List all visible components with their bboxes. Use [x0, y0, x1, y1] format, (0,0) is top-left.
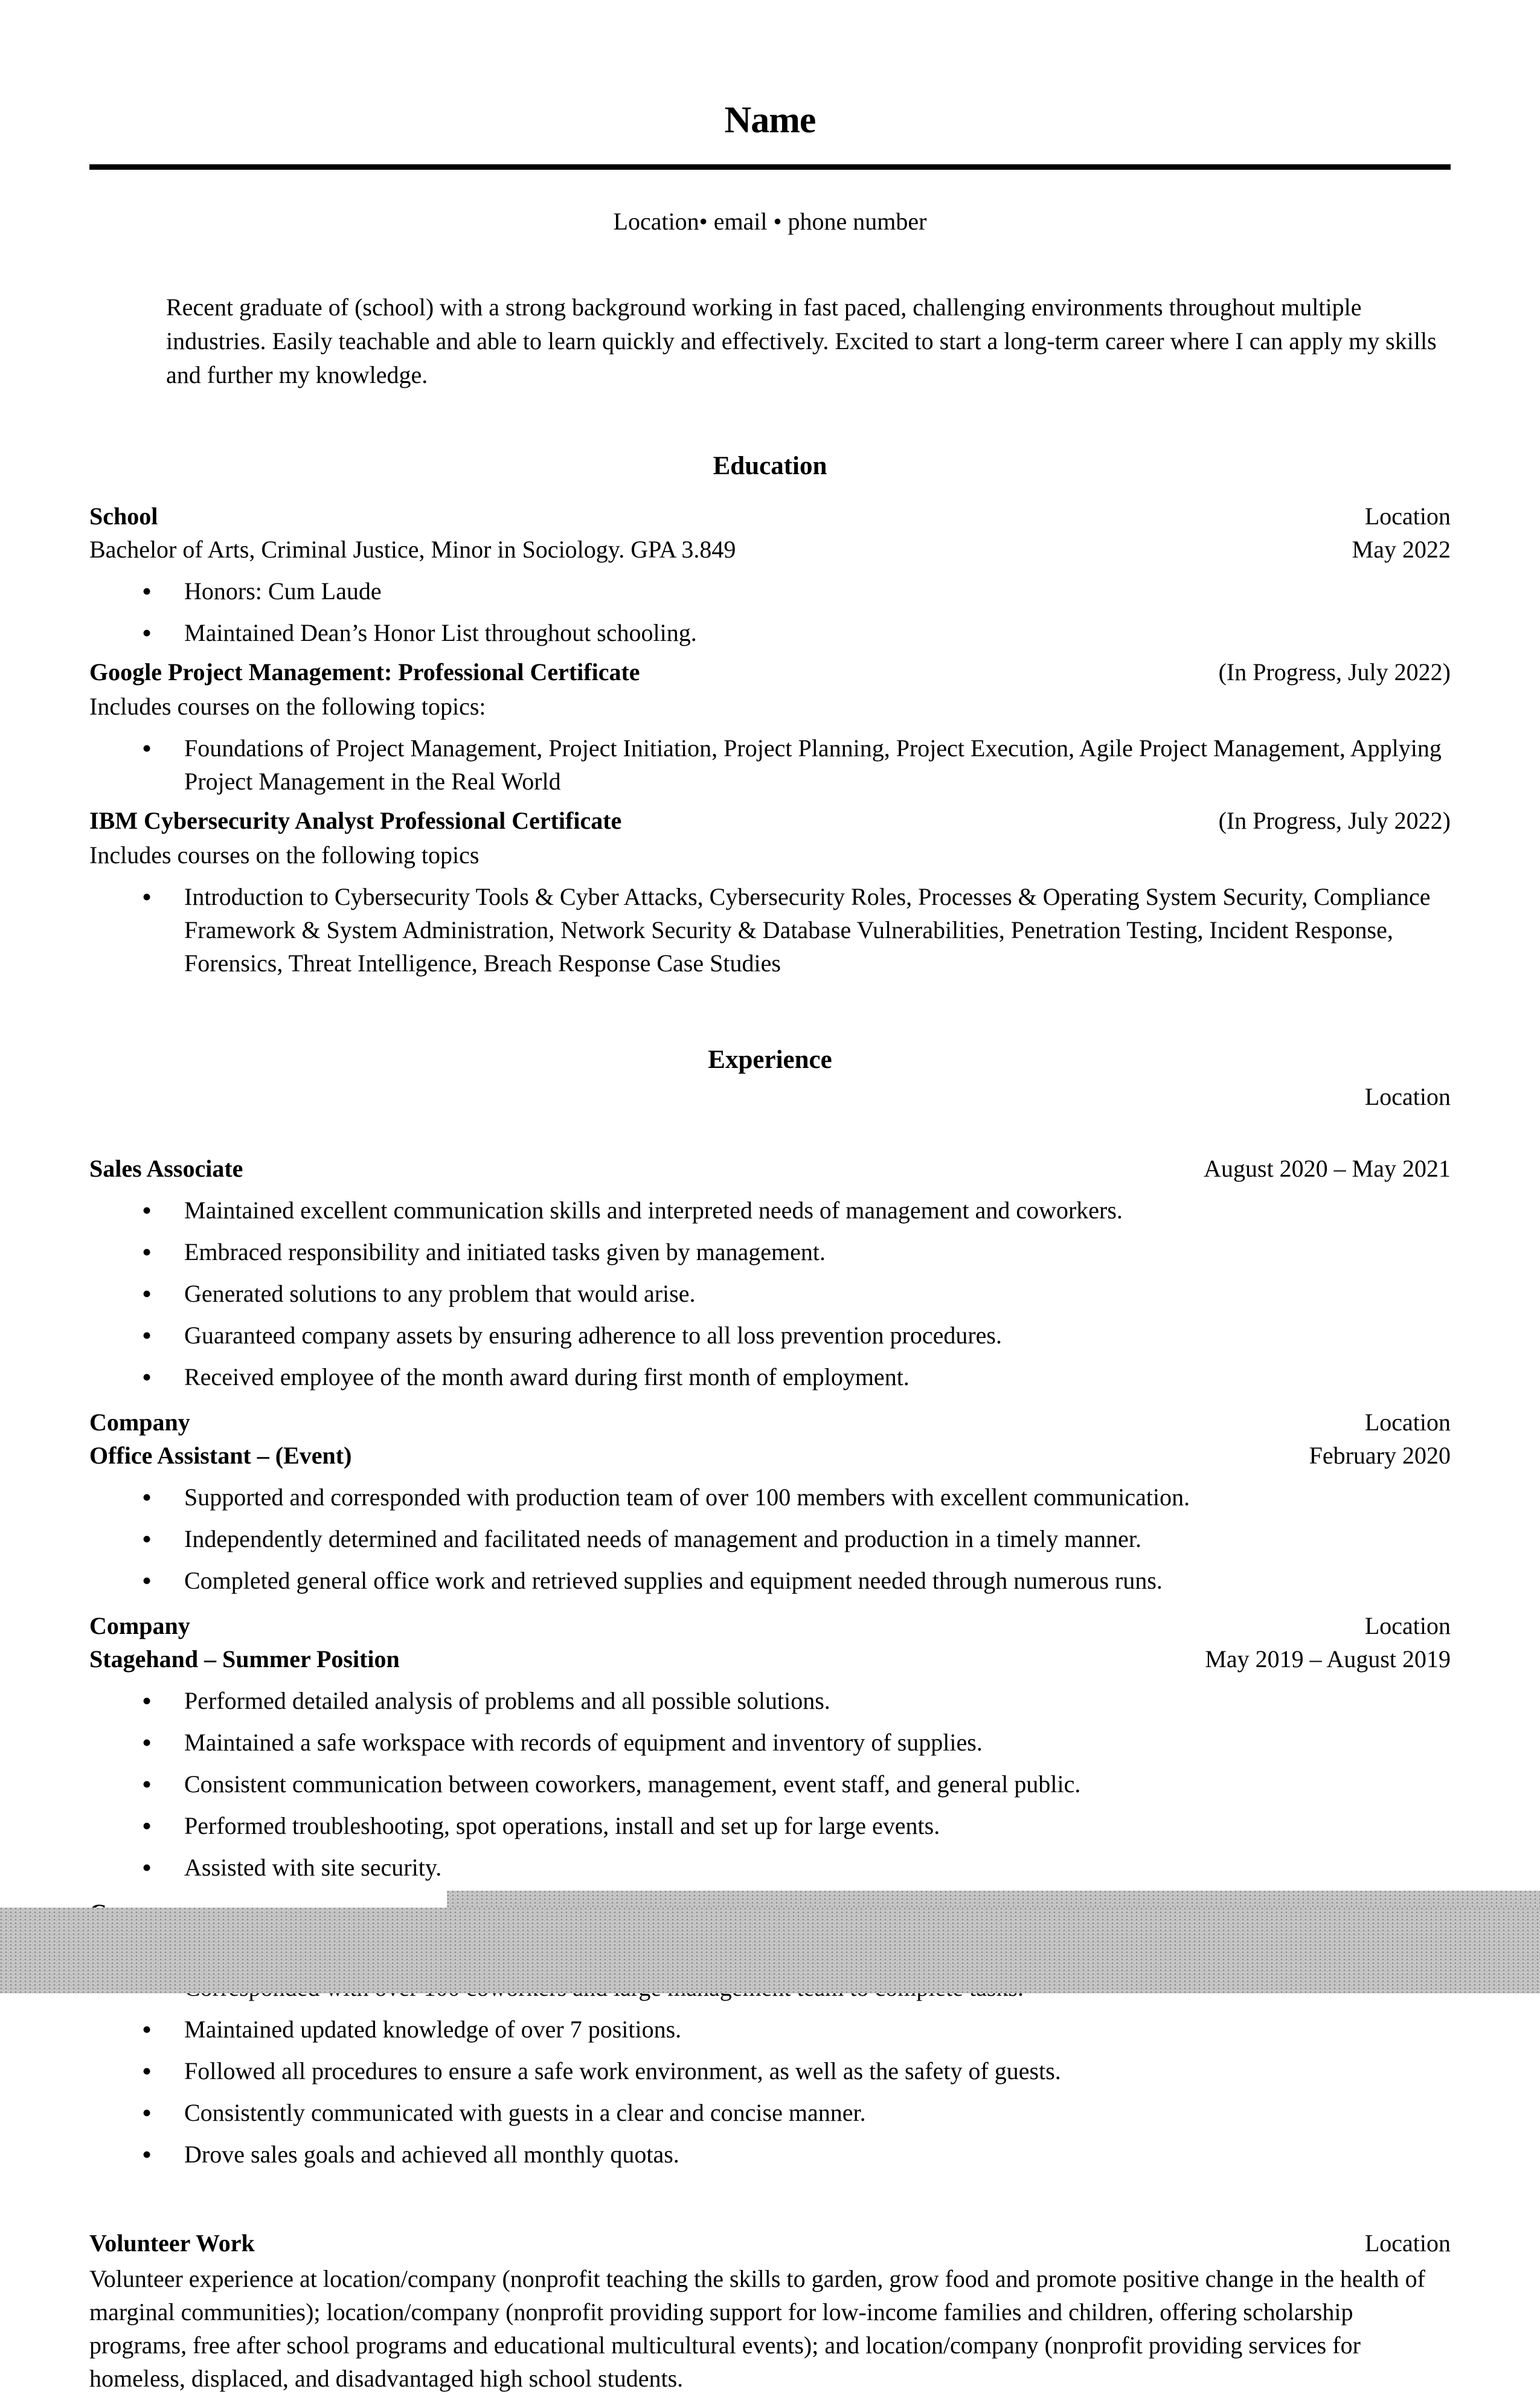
cert-date: (In Progress, July 2022)	[1218, 658, 1451, 686]
cert-subtitle: Includes courses on the following topics	[89, 841, 480, 869]
list-item: • Generated solutions to any problem that would arise.	[89, 1277, 1451, 1310]
list-item: • Independently determined and facilitated needs of management and production in a timely manner.	[89, 1522, 1451, 1555]
summary-paragraph: Recent graduate of (school) with a strong background working in fast paced, challenging environments throughout multiple industries. Easily teachable and able to learn quickly and effectively. Excited to start a long-term career where I can apply my skills and further my knowledge.	[166, 294, 1437, 388]
list-item: • Drove sales goals and achieved all monthly quotas.	[89, 2138, 1451, 2171]
experience-location: Location	[1364, 1083, 1451, 1110]
cert-title: IBM Cybersecurity Analyst Professional Certificate	[89, 807, 622, 834]
company-location: Location	[1364, 1612, 1451, 1639]
list-item: • Consistent communication between coworkers, management, event staff, and general public.	[89, 1767, 1451, 1801]
volunteer-heading: Volunteer Work	[89, 2229, 255, 2257]
education-heading: Education	[713, 452, 827, 480]
volunteer-heading-row	[89, 2226, 1451, 2260]
company-location: Location	[1364, 1409, 1451, 1436]
education-school-row	[89, 500, 1451, 533]
header-divider	[89, 164, 1451, 170]
job-title-row	[89, 1439, 1451, 1472]
list-item: • Introduction to Cybersecurity Tools & Cyber Attacks, Cybersecurity Roles, Processes & Operating System Security, Compliance Framework & System Administration, Network Security & Database Vulnerabilities, Penetration Testing, Incident Response, Forensics, Threat Intelligence, Breach Response Case Studies	[89, 880, 1451, 980]
cert-title-row	[89, 804, 1451, 837]
list-item: • Foundations of Project Management, Project Initiation, Project Planning, Project Execution, Agile Project Management, Applying Project Management in the Real World	[89, 731, 1451, 798]
list-item: • Maintained updated knowledge of over 7 positions.	[89, 2013, 1451, 2046]
list-item: • Honors: Cum Laude	[89, 574, 1451, 608]
company-row	[89, 1406, 1451, 1439]
list-item: • Guaranteed company assets by ensuring adherence to all loss prevention procedures.	[89, 1319, 1451, 1352]
job-dates: February 2020	[1309, 1442, 1451, 1469]
list-item: • Followed all procedures to ensure a safe work environment, as well as the safety of guests.	[89, 2054, 1451, 2088]
list-item: • Maintained Dean’s Honor List throughout schooling.	[89, 616, 1451, 649]
job-title-row	[89, 1642, 1451, 1676]
list-item: • Maintained a safe workspace with records of equipment and inventory of supplies.	[89, 1726, 1451, 1759]
job-bullet-list	[89, 1971, 1451, 2171]
list-item: • Performed troubleshooting, spot operations, install and set up for large events.	[89, 1809, 1451, 1842]
job-dates: August 2020 – May 2021	[1204, 1155, 1451, 1182]
list-item: • Embraced responsibility and initiated tasks given by management.	[89, 1235, 1451, 1268]
job-bullet-list	[89, 1684, 1451, 1884]
scan-artifact-band-step	[447, 1891, 1540, 1908]
cert-subtitle: Includes courses on the following topics:	[89, 693, 486, 720]
job-title: Sales Associate	[89, 1155, 243, 1182]
scan-artifact-band	[0, 1908, 1540, 1993]
degree-date: May 2022	[1352, 536, 1451, 563]
job-bullet-list	[89, 1194, 1451, 1394]
education-degree-row	[89, 533, 1451, 566]
list-item: • Consistently communicated with guests in a clear and concise manner.	[89, 2096, 1451, 2129]
job-title-row	[89, 1152, 1451, 1185]
experience-heading: Experience	[708, 1046, 832, 1074]
experience-location-row	[89, 1080, 1451, 1113]
list-item: • Received employee of the month award during first month of employment.	[89, 1360, 1451, 1394]
school-location: Location	[1364, 503, 1451, 530]
list-item: • Supported and corresponded with production team of over 100 members with excellent communication.	[89, 1480, 1451, 1514]
list-item: • Completed general office work and retrieved supplies and equipment needed through numerous runs.	[89, 1564, 1451, 1597]
cert-date: (In Progress, July 2022)	[1218, 807, 1451, 834]
volunteer-location: Location	[1364, 2229, 1451, 2257]
list-item: • Performed detailed analysis of problems and all possible solutions.	[89, 1684, 1451, 1717]
job-title: Stagehand – Summer Position	[89, 1645, 400, 1673]
page-title: Name	[724, 100, 816, 141]
list-item: • Assisted with site security.	[89, 1851, 1451, 1884]
contact-line: Location• email • phone number	[613, 208, 927, 235]
company-label: Company	[89, 1409, 190, 1436]
company-row	[89, 1609, 1451, 1642]
job-title: Office Assistant – (Event)	[89, 1442, 352, 1469]
company-label: Company	[89, 1612, 190, 1639]
cert-bullet-list	[89, 880, 1451, 980]
job-bullet-list	[89, 1480, 1451, 1597]
cert-bullet-list	[89, 731, 1451, 798]
cert-title: Google Project Management: Professional Certificate	[89, 658, 640, 686]
cert-title-row	[89, 655, 1451, 689]
degree-bullet-list	[89, 574, 1451, 649]
degree-text: Bachelor of Arts, Criminal Justice, Minor in Sociology. GPA 3.849	[89, 536, 736, 563]
list-item: • Maintained excellent communication skills and interpreted needs of management and coworkers.	[89, 1194, 1451, 1227]
school-label: School	[89, 503, 158, 530]
job-dates: May 2019 – August 2019	[1205, 1645, 1451, 1673]
volunteer-paragraph: Volunteer experience at location/company (nonprofit teaching the skills to garden, grow food and promote positive change in the health of marginal communities); location/company (nonprofit providing support for low-income families and children, offering scholarship programs, free after school programs and educational multicultural events); and location/company (nonprofit providing services for homeless, displaced, and disadvantaged high school students.	[89, 2265, 1425, 2392]
